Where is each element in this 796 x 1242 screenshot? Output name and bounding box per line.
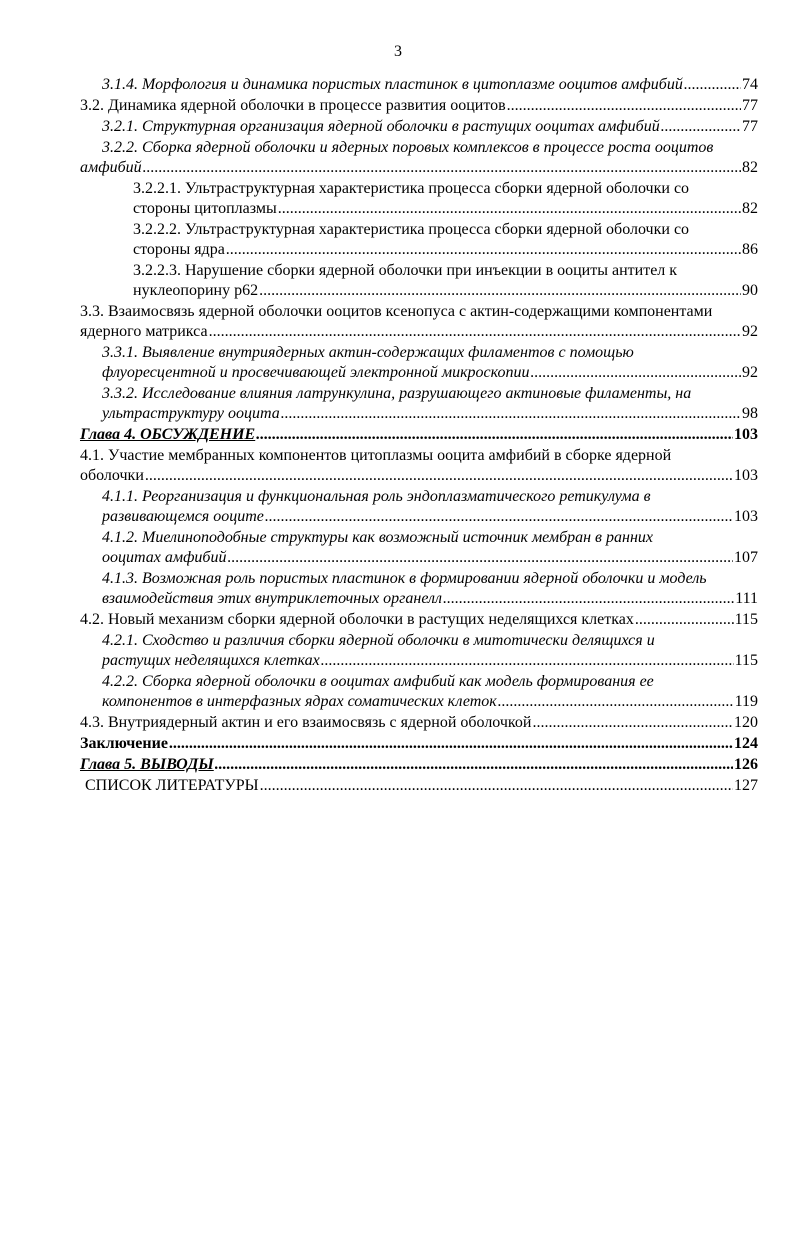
toc-page-number: 126 [734, 756, 758, 773]
dot-leader [143, 158, 741, 178]
toc-entry-text-continued: стороны цитоплазмы [133, 200, 277, 217]
dot-leader [532, 713, 733, 733]
dot-leader [498, 692, 734, 712]
toc-entry-text: 4.2. Новый механизм сборки ядерной оболочки в растущих неделящихся клетках [80, 611, 634, 628]
toc-page-number: 107 [734, 549, 758, 566]
toc-entry-text: 3.2.2. Сборка ядерной оболочки и ядерных поровых комплексов в процессе роста ооцитов [102, 139, 714, 156]
toc-page-number: 120 [734, 714, 758, 731]
dot-leader [215, 755, 733, 775]
dot-leader [265, 507, 733, 527]
toc-page-number: 86 [742, 241, 758, 258]
toc-entry-text-continued: компонентов в интерфазных ядрах соматических клеток [102, 693, 497, 710]
toc-page-number: 82 [742, 200, 758, 217]
toc-entry-text: 3.2.2.3. Нарушение сборки ядерной оболочки при инъекции в ооциты антител к [133, 262, 678, 279]
toc-entry-text-continued: ультраструктуру ооцита [102, 405, 280, 422]
dot-leader [635, 610, 734, 630]
toc-page-number: 90 [742, 282, 758, 299]
toc-entry-text: 3.3.1. Выявление внутриядерных актин-содержащих филаментов с помощью [102, 344, 634, 361]
toc-page-number: 127 [734, 777, 758, 794]
toc-entry-text-continued: амфибий [80, 159, 142, 176]
toc-entry-text: 3.2.1. Структурная организация ядерной оболочки в растущих ооцитах амфибий [102, 118, 660, 135]
dot-leader [278, 199, 741, 219]
dot-leader [443, 589, 734, 609]
dot-leader [226, 240, 741, 260]
toc-entry-text: Глава 5. ВЫВОДЫ [80, 756, 214, 773]
toc-entry-text-continued: нуклеопорину p62 [133, 282, 259, 299]
toc-entry-text-continued: развивающемся ооците [102, 508, 264, 525]
toc-page-number: 124 [734, 735, 758, 752]
toc-entry-text: Глава 4. ОБСУЖДЕНИЕ [80, 426, 256, 443]
toc-entry-text: 4.1.1. Реорганизация и функциональная роль эндоплазматического ретикулума в [102, 488, 651, 505]
toc-entry-text: 4.2.1. Сходство и различия сборки ядерной оболочки в митотически делящихся и [102, 632, 655, 649]
dot-leader [684, 75, 741, 95]
toc-page-number: 119 [734, 693, 758, 710]
toc-page-number: 77 [742, 118, 758, 135]
toc-entry-text-continued: ядерного матрикса [80, 323, 208, 340]
toc-entry-text-continued: взаимодействия этих внутриклеточных органелл [102, 590, 442, 607]
toc-entry-text: 4.1.3. Возможная роль пористых пластинок в формировании ядерной оболочки и модель [102, 570, 707, 587]
toc-page-number: 98 [742, 405, 758, 422]
toc-page-number: 92 [742, 364, 758, 381]
dot-leader [321, 651, 734, 671]
page-number: 3 [394, 43, 402, 60]
toc-entry-text: 3.2. Динамика ядерной оболочки в процессе развития ооцитов [80, 97, 506, 114]
dot-leader [281, 404, 741, 424]
toc-page-number: 111 [735, 590, 758, 607]
toc-entry-text: 3.3. Взаимосвязь ядерной оболочки ооцитов ксенопуса с актин-содержащими компонентами [80, 303, 713, 320]
toc-entry-text: СПИСОК ЛИТЕРАТУРЫ [85, 777, 259, 794]
toc-page-number: 115 [734, 611, 758, 628]
dot-leader [227, 548, 733, 568]
toc-page-number: 103 [734, 508, 758, 525]
dot-leader [531, 363, 741, 383]
dot-leader [507, 96, 741, 116]
dot-leader [259, 281, 741, 301]
toc-page-number: 92 [742, 323, 758, 340]
toc-page-number: 82 [742, 159, 758, 176]
dot-leader [145, 466, 733, 486]
dot-leader [209, 322, 741, 342]
toc-page-number: 103 [734, 467, 758, 484]
toc-entry-text-continued: ооцитах амфибий [102, 549, 227, 566]
toc-entry-text: 3.2.2.1. Ультраструктурная характеристика процесса сборки ядерной оболочки со [133, 180, 690, 197]
toc-entry-text: Заключение [80, 735, 168, 752]
dot-leader [169, 734, 733, 754]
dot-leader [256, 425, 733, 445]
toc-entry-text: 3.2.2.2. Ультраструктурная характеристика процесса сборки ядерной оболочки со [133, 221, 690, 238]
toc-entry-text-continued: стороны ядра [133, 241, 225, 258]
dot-leader [661, 117, 741, 137]
toc-page-number: 77 [742, 97, 758, 114]
toc-entry-text: 4.2.2. Сборка ядерной оболочки в ооцитах амфибий как модель формирования ее [102, 673, 654, 690]
toc-entry-text: 3.3.2. Исследование влияния латрункулина, разрушающего актиновые филаменты, на [102, 385, 692, 402]
dot-leader [260, 776, 733, 796]
toc-entry-text: 3.1.4. Морфология и динамика пористых пластинок в цитоплазме ооцитов амфибий [102, 76, 683, 93]
toc-page-number: 74 [742, 76, 758, 93]
toc-entry-text: 4.1. Участие мембранных компонентов цитоплазмы ооцита амфибий в сборке ядерной [80, 447, 672, 464]
toc-entry-text-continued: растущих неделящихся клетках [102, 652, 320, 669]
toc-entry-text: 4.3. Внутриядерный актин и его взаимосвязь с ядерной оболочкой [80, 714, 532, 731]
toc-entry-text: 4.1.2. Миелиноподобные структуры как возможный источник мембран в ранних [102, 529, 653, 546]
toc-entry-text-continued: флуоресцентной и просвечивающей электронной микроскопии [102, 364, 530, 381]
toc-page-number: 103 [734, 426, 758, 443]
toc-entry-text-continued: оболочки [80, 467, 144, 484]
toc-page-number: 115 [734, 652, 758, 669]
